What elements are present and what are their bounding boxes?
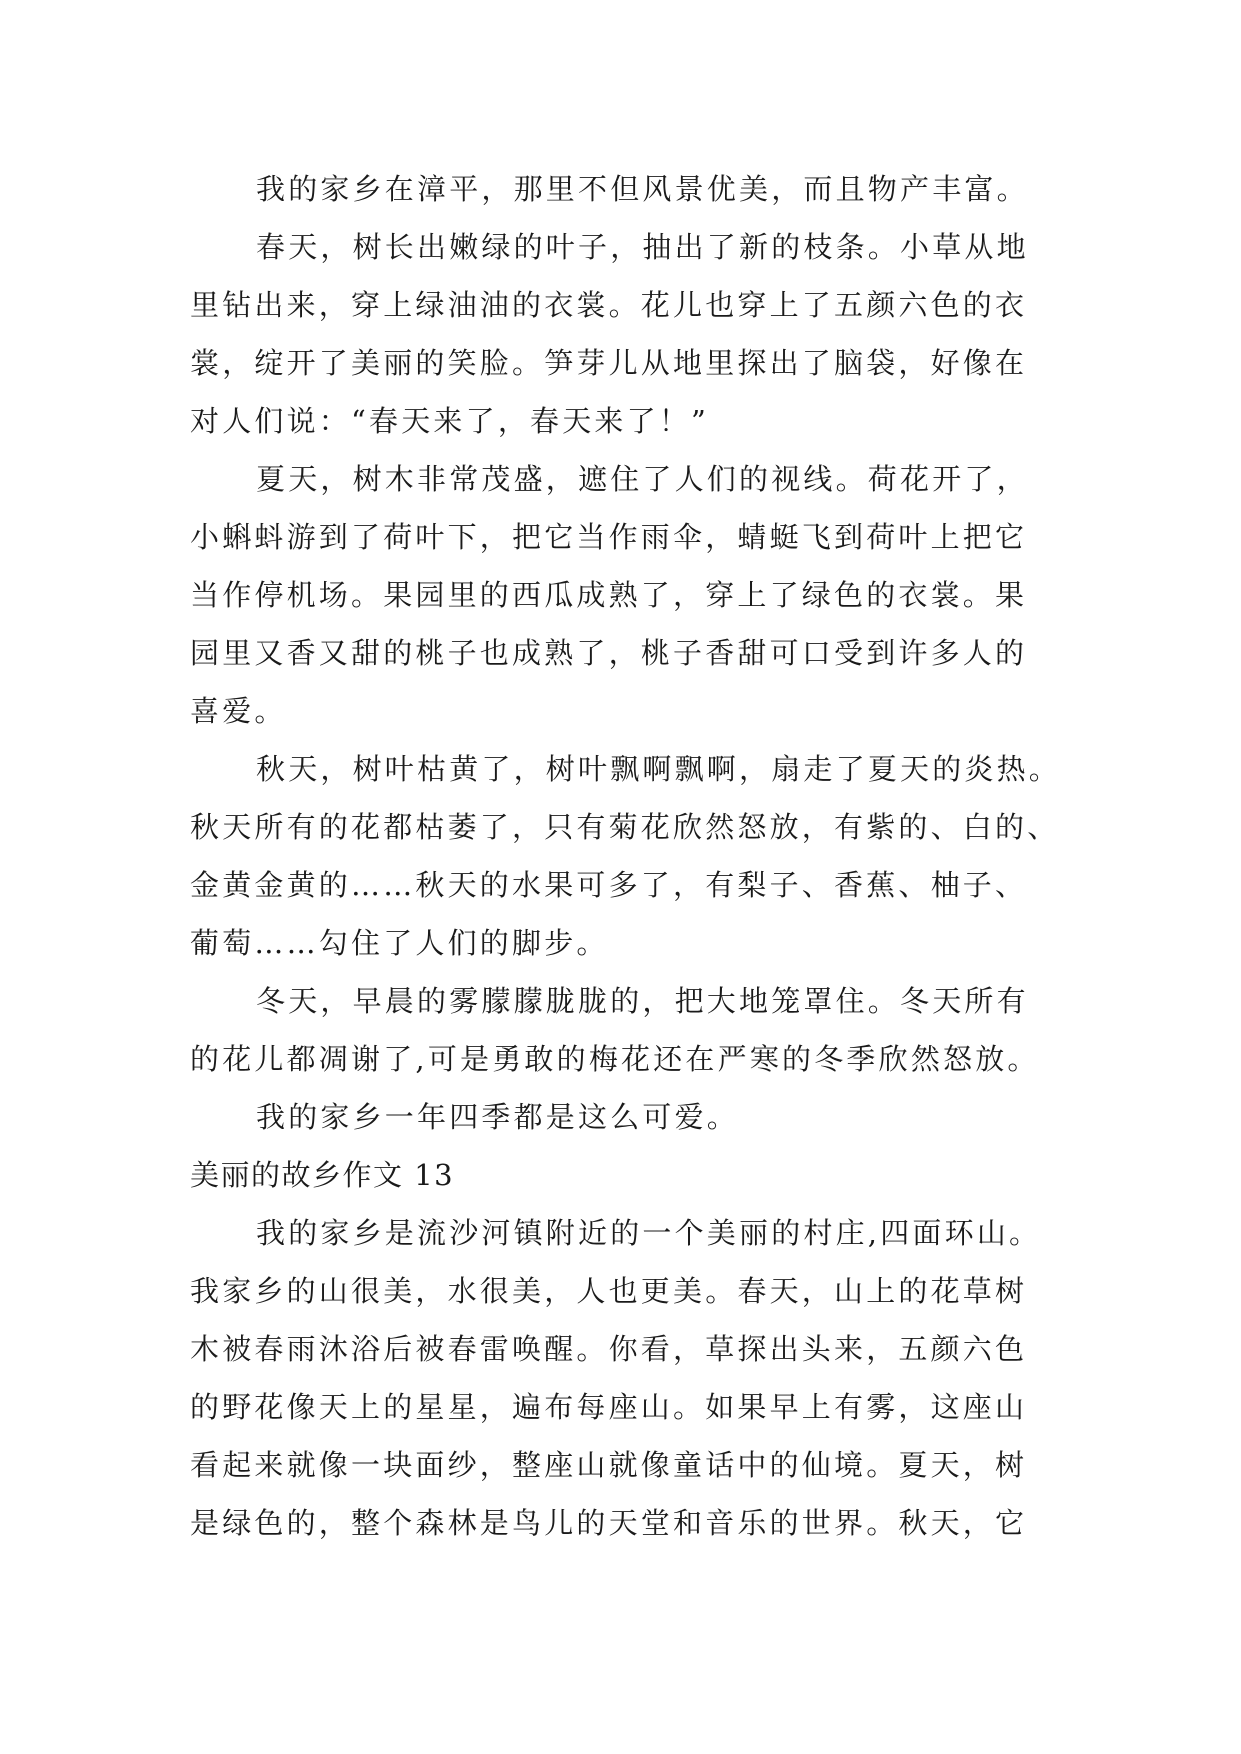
paragraph-line: 喜爱。	[190, 694, 287, 728]
paragraph-line: 秋天，树叶枯黄了，树叶飘啊飘啊，扇走了夏天的炎热。	[256, 752, 1062, 786]
paragraph-line: 裳，绽开了美丽的笑脸。笋芽儿从地里探出了脑袋，好像在	[190, 346, 1028, 380]
paragraph-line: 里钻出来，穿上绿油油的衣裳。花儿也穿上了五颜六色的衣	[190, 288, 1028, 322]
paragraph-line: 园里又香又甜的桃子也成熟了，桃子香甜可口受到许多人的	[190, 636, 1028, 670]
paragraph-line: 秋天所有的花都枯萎了，只有菊花欣然怒放，有紫的、白的、	[190, 810, 1060, 844]
paragraph-line: 对人们说：“春天来了，春天来了！”	[190, 404, 710, 438]
paragraph-line: 葡萄……勾住了人们的脚步。	[190, 926, 609, 960]
paragraph-line: 我的家乡在漳平，那里不但风景优美，而且物产丰富。	[256, 172, 1029, 206]
paragraph-line: 看起来就像一块面纱，整座山就像童话中的仙境。夏天，树	[190, 1448, 1028, 1482]
section-heading: 美丽的故乡作文 13	[190, 1158, 455, 1192]
paragraph-line: 小蝌蚪游到了荷叶下，把它当作雨伞，蜻蜓飞到荷叶上把它	[190, 520, 1028, 554]
document-body	[190, 160, 1070, 1552]
paragraph-line: 我家乡的山很美，水很美，人也更美。春天，山上的花草树	[190, 1274, 1028, 1308]
paragraph-line: 夏天，树木非常茂盛，遮住了人们的视线。荷花开了，	[256, 462, 1029, 496]
paragraph-line: 金黄金黄的……秋天的水果可多了，有梨子、香蕉、柚子、	[190, 868, 1028, 902]
paragraph-line: 木被春雨沐浴后被春雷唤醒。你看，草探出头来，五颜六色	[190, 1332, 1028, 1366]
paragraph-line: 冬天，早晨的雾朦朦胧胧的，把大地笼罩住。冬天所有	[256, 984, 1029, 1018]
paragraph-line: 当作停机场。果园里的西瓜成熟了，穿上了绿色的衣裳。果	[190, 578, 1028, 612]
paragraph-line: 是绿色的，整个森林是鸟儿的天堂和音乐的世界。秋天，它	[190, 1506, 1028, 1540]
paragraph-line: 的野花像天上的星星，遍布每座山。如果早上有雾，这座山	[190, 1390, 1028, 1424]
paragraph-line: 的花儿都凋谢了,可是勇敢的梅花还在严寒的冬季欣然怒放。	[190, 1042, 1040, 1076]
paragraph-line: 我的家乡一年四季都是这么可爱。	[256, 1100, 740, 1134]
paragraph-line: 春天，树长出嫩绿的叶子，抽出了新的枝条。小草从地	[256, 230, 1029, 264]
paragraph-line: 我的家乡是流沙河镇附近的一个美丽的村庄,四面环山。	[256, 1216, 1042, 1250]
